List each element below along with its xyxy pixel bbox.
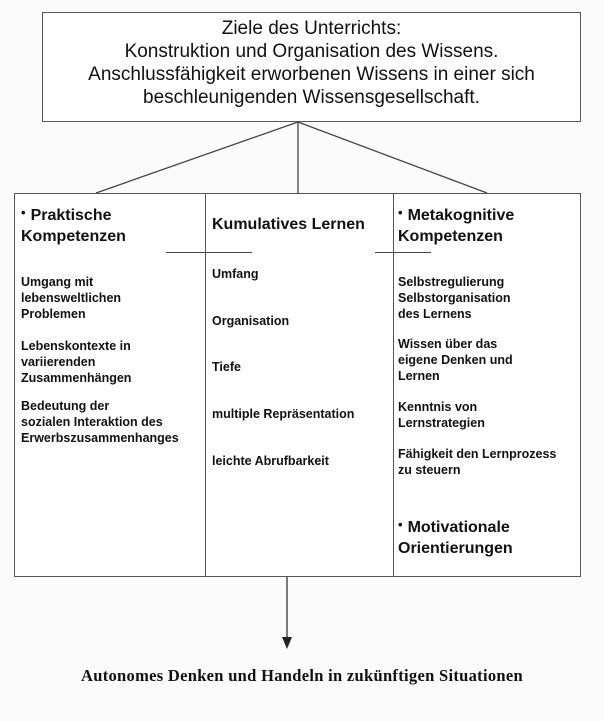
- connector-goal-to-left: [96, 122, 298, 193]
- arrowhead-down-icon: [282, 637, 292, 649]
- heading-underline: [166, 252, 252, 253]
- list-item: multiple Repräsentation: [212, 407, 355, 421]
- goals-title: Ziele des Unterrichts:: [221, 18, 402, 39]
- list-item: Tiefe: [212, 360, 241, 374]
- heading-line: Metakognitive: [407, 207, 515, 224]
- motivational-orientations-heading: [398, 514, 513, 559]
- list-item: Umgang mit lebensweltlichen Problemen: [21, 275, 122, 321]
- connector-goal-to-right: [298, 122, 487, 193]
- heading-line: Kompetenzen: [398, 228, 503, 245]
- bullet-icon: •: [21, 205, 26, 220]
- heading-line: Orientierungen: [398, 540, 513, 557]
- heading-underline: [375, 252, 431, 253]
- heading-line: Motivationale: [407, 519, 510, 536]
- competencies-box: [14, 193, 581, 577]
- practical-competencies-heading: [21, 202, 126, 247]
- metacognitive-competencies-heading: [398, 202, 514, 247]
- list-item: Fähigkeit den Lernprozess zu steuern: [398, 447, 557, 477]
- outcome-label: Autonomes Denken und Handeln in zukünftigen Situationen: [81, 666, 523, 685]
- list-item: Selbstregulierung Selbstorganisation des Lernens: [398, 275, 511, 321]
- bullet-icon: •: [398, 205, 403, 220]
- list-item: Lebenskontexte in variierenden Zusammenhängen: [21, 339, 132, 385]
- list-item: Organisation: [212, 314, 290, 328]
- goals-line: Konstruktion und Organisation des Wissens.: [124, 41, 499, 62]
- goals-box: [42, 12, 581, 122]
- goals-line: beschleunigenden Wissensgesellschaft.: [143, 87, 480, 108]
- heading-line: Kompetenzen: [21, 228, 126, 245]
- list-item: leichte Abrufbarkeit: [212, 454, 329, 468]
- list-item: Wissen über das eigene Denken und Lernen: [398, 337, 513, 383]
- list-item: Kenntnis von Lernstrategien: [398, 400, 485, 430]
- list-item: Umfang: [212, 267, 259, 281]
- heading-line: Praktische: [30, 207, 112, 224]
- list-item: Bedeutung der sozialen Interaktion des Erwerbszusammenhanges: [21, 399, 179, 445]
- cumulative-learning-heading: Kumulatives Lernen: [212, 216, 365, 233]
- goals-line: Anschlussfähigkeit erworbenen Wissens in einer sich: [88, 64, 535, 85]
- bullet-icon: •: [398, 517, 403, 532]
